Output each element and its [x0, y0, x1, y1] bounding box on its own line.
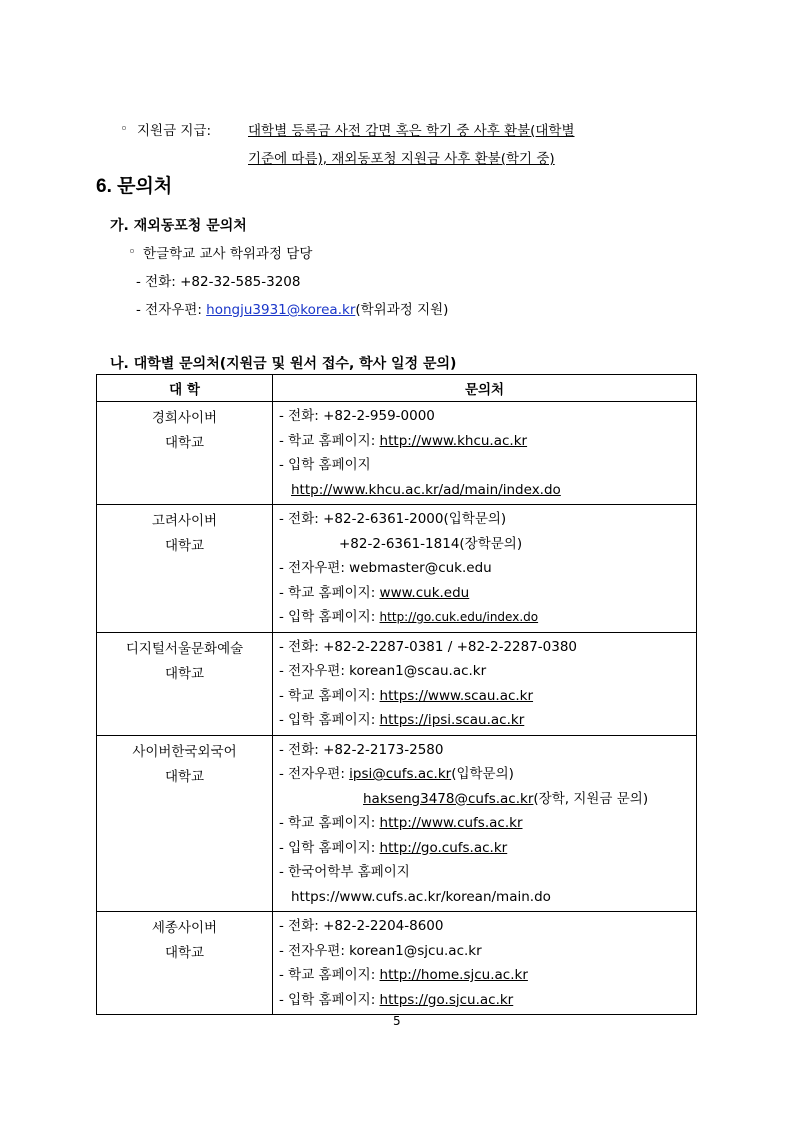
contact-line-note: (입학문의) — [451, 766, 514, 782]
contact-link[interactable]: https://go.sjcu.ac.kr — [379, 991, 514, 1008]
intro-label: 지원금 지급: — [137, 123, 212, 139]
contact-info-cell — [273, 632, 697, 735]
university-name-cell — [97, 632, 273, 735]
table-header-row — [97, 375, 697, 402]
contact-link[interactable]: hakseng3478@cufs.ac.kr — [363, 790, 534, 807]
university-name-line: 경희사이버 — [151, 410, 218, 426]
university-name-line: 대학교 — [164, 945, 205, 961]
contact-line — [279, 507, 696, 532]
university-contacts-table-wrap — [96, 374, 697, 1015]
contact-info-cell — [273, 505, 697, 633]
contact-email-link[interactable]: hongju3931@korea.kr — [206, 302, 356, 318]
contact-line-text: - 입학 홈페이지 — [279, 457, 371, 473]
contact-line — [279, 684, 696, 709]
intro-bullet: ◦ — [120, 121, 128, 137]
university-contacts-table — [96, 374, 697, 1015]
contact-line — [279, 939, 696, 964]
university-name-line: 고려사이버 — [151, 513, 218, 529]
contact-line — [279, 532, 696, 557]
contact-line-text: - 학교 홈페이지: — [279, 432, 380, 449]
page-number: 5 — [393, 1014, 401, 1028]
contact-link[interactable]: http://go.cufs.ac.kr — [379, 839, 508, 856]
section-title: 6. 문의처 — [96, 176, 173, 197]
contact-line-text: - 입학 홈페이지: — [279, 991, 380, 1008]
university-name-line: 대학교 — [164, 435, 205, 451]
university-name-line: 사이버한국외국어 — [132, 743, 237, 760]
contact-link[interactable]: http://go.cuk.edu/index.do — [379, 610, 539, 624]
contact-line — [279, 811, 696, 836]
contact-line — [279, 787, 696, 812]
subsection-b-title: 나. 대학별 문의처(지원금 및 원서 접수, 학사 일정 문의) — [110, 356, 457, 372]
contact-line-text: - 전화: +82-2-2204-8600 — [279, 918, 444, 934]
contact-link[interactable]: ipsi@cufs.ac.kr — [349, 766, 452, 782]
contact-line — [279, 605, 696, 630]
header-university: 대 학 — [97, 375, 273, 402]
contact-line-text: - 전자우편: webmaster@cuk.edu — [279, 560, 492, 576]
contact-link[interactable]: https://ipsi.scau.ac.kr — [379, 712, 525, 728]
contact-bullet: ◦ — [128, 244, 136, 260]
table-row — [97, 632, 697, 735]
university-name-cell — [97, 505, 273, 633]
university-name-line: 대학교 — [164, 665, 205, 682]
contact-line-text: - 전화: +82-2-2173-2580 — [279, 741, 444, 758]
contact-line — [279, 963, 696, 988]
university-name-line: 세종사이버 — [151, 920, 218, 936]
header-contact: 문의처 — [273, 375, 697, 402]
contact-line — [279, 635, 696, 660]
university-name-cell — [97, 912, 273, 1015]
contact-email-label: - 전자우편: — [136, 302, 207, 318]
university-name-line: 대학교 — [164, 538, 205, 554]
contact-info-cell — [273, 735, 697, 912]
contact-line-text: - 전자우편: korean1@sjcu.ac.kr — [279, 942, 482, 959]
contact-line-text: - 전화: +82-2-6361-2000(입학문의) — [279, 511, 507, 527]
contact-line — [279, 404, 696, 429]
contact-line-text: - 학교 홈페이지: — [279, 687, 380, 704]
contact-link[interactable]: http://www.cufs.ac.kr — [379, 815, 523, 831]
university-name-line: 디지털서울문화예술 — [125, 640, 244, 657]
contact-line-text: - 전자우편: korean1@scau.ac.kr — [279, 663, 487, 679]
contact-line — [279, 453, 696, 478]
table-row — [97, 402, 697, 505]
contact-line-text: - 한국어학부 홈페이지 — [279, 864, 410, 880]
contact-line-text: - 입학 홈페이지: — [279, 839, 380, 856]
contact-line — [279, 708, 696, 733]
contact-responsible: 한글학교 교사 학위과정 담당 — [143, 246, 313, 262]
contact-line — [279, 738, 696, 763]
contact-line-text: https://www.cufs.ac.kr/korean/main.do — [291, 888, 551, 905]
contact-line-text: - 전화: +82-2-959-0000 — [279, 408, 435, 424]
university-name-cell — [97, 735, 273, 912]
contact-line-text: - 입학 홈페이지: — [279, 609, 380, 625]
table-row — [97, 912, 697, 1015]
university-name-cell — [97, 402, 273, 505]
contact-link[interactable]: http://www.khcu.ac.kr/ad/main/index.do — [291, 481, 561, 498]
contact-line-text: - 학교 홈페이지: — [279, 584, 380, 601]
contact-line-text: - 학교 홈페이지: — [279, 967, 380, 983]
contact-line-text: - 학교 홈페이지: — [279, 815, 380, 831]
table-body — [97, 402, 697, 1015]
contact-line — [279, 836, 696, 861]
table-row — [97, 505, 697, 633]
contact-line-text: - 입학 홈페이지: — [279, 712, 380, 728]
contact-line-text: - 전자우편: — [279, 766, 350, 782]
contact-line — [279, 860, 696, 885]
contact-link[interactable]: http://www.khcu.ac.kr — [379, 432, 528, 449]
contact-line — [279, 478, 696, 503]
contact-line-text: - 전화: +82-2-2287-0381 / +82-2-2287-0380 — [279, 638, 578, 655]
contact-line — [279, 581, 696, 606]
contact-email-line — [136, 298, 448, 318]
university-name-line: 대학교 — [164, 768, 205, 785]
contact-line — [279, 429, 696, 454]
table-row — [97, 735, 697, 912]
contact-info-cell — [273, 402, 697, 505]
contact-line-text: +82-2-6361-1814(장학문의) — [339, 535, 523, 552]
contact-email-note: (학위과정 지원) — [355, 302, 449, 318]
intro-text-line1: 대학별 등록금 사전 감면 혹은 학기 중 사후 환불(대학별 — [248, 123, 575, 139]
contact-line — [279, 659, 696, 684]
contact-info-cell — [273, 912, 697, 1015]
intro-text-line2: 기준에 따름), 재외동포청 지원금 사후 환불(학기 중) — [248, 151, 555, 167]
contact-link[interactable]: www.cuk.edu — [379, 584, 470, 601]
contact-line — [279, 885, 696, 910]
contact-line-note: (장학, 지원금 문의) — [533, 790, 649, 807]
contact-line — [279, 762, 696, 787]
contact-line — [279, 914, 696, 939]
contact-phone: - 전화: +82-32-585-3208 — [136, 274, 301, 290]
contact-link[interactable]: https://www.scau.ac.kr — [379, 687, 534, 704]
subsection-a-title: 가. 재외동포청 문의처 — [110, 218, 247, 234]
contact-link[interactable]: http://home.sjcu.ac.kr — [379, 967, 528, 983]
contact-line — [279, 988, 696, 1013]
contact-line — [279, 556, 696, 581]
